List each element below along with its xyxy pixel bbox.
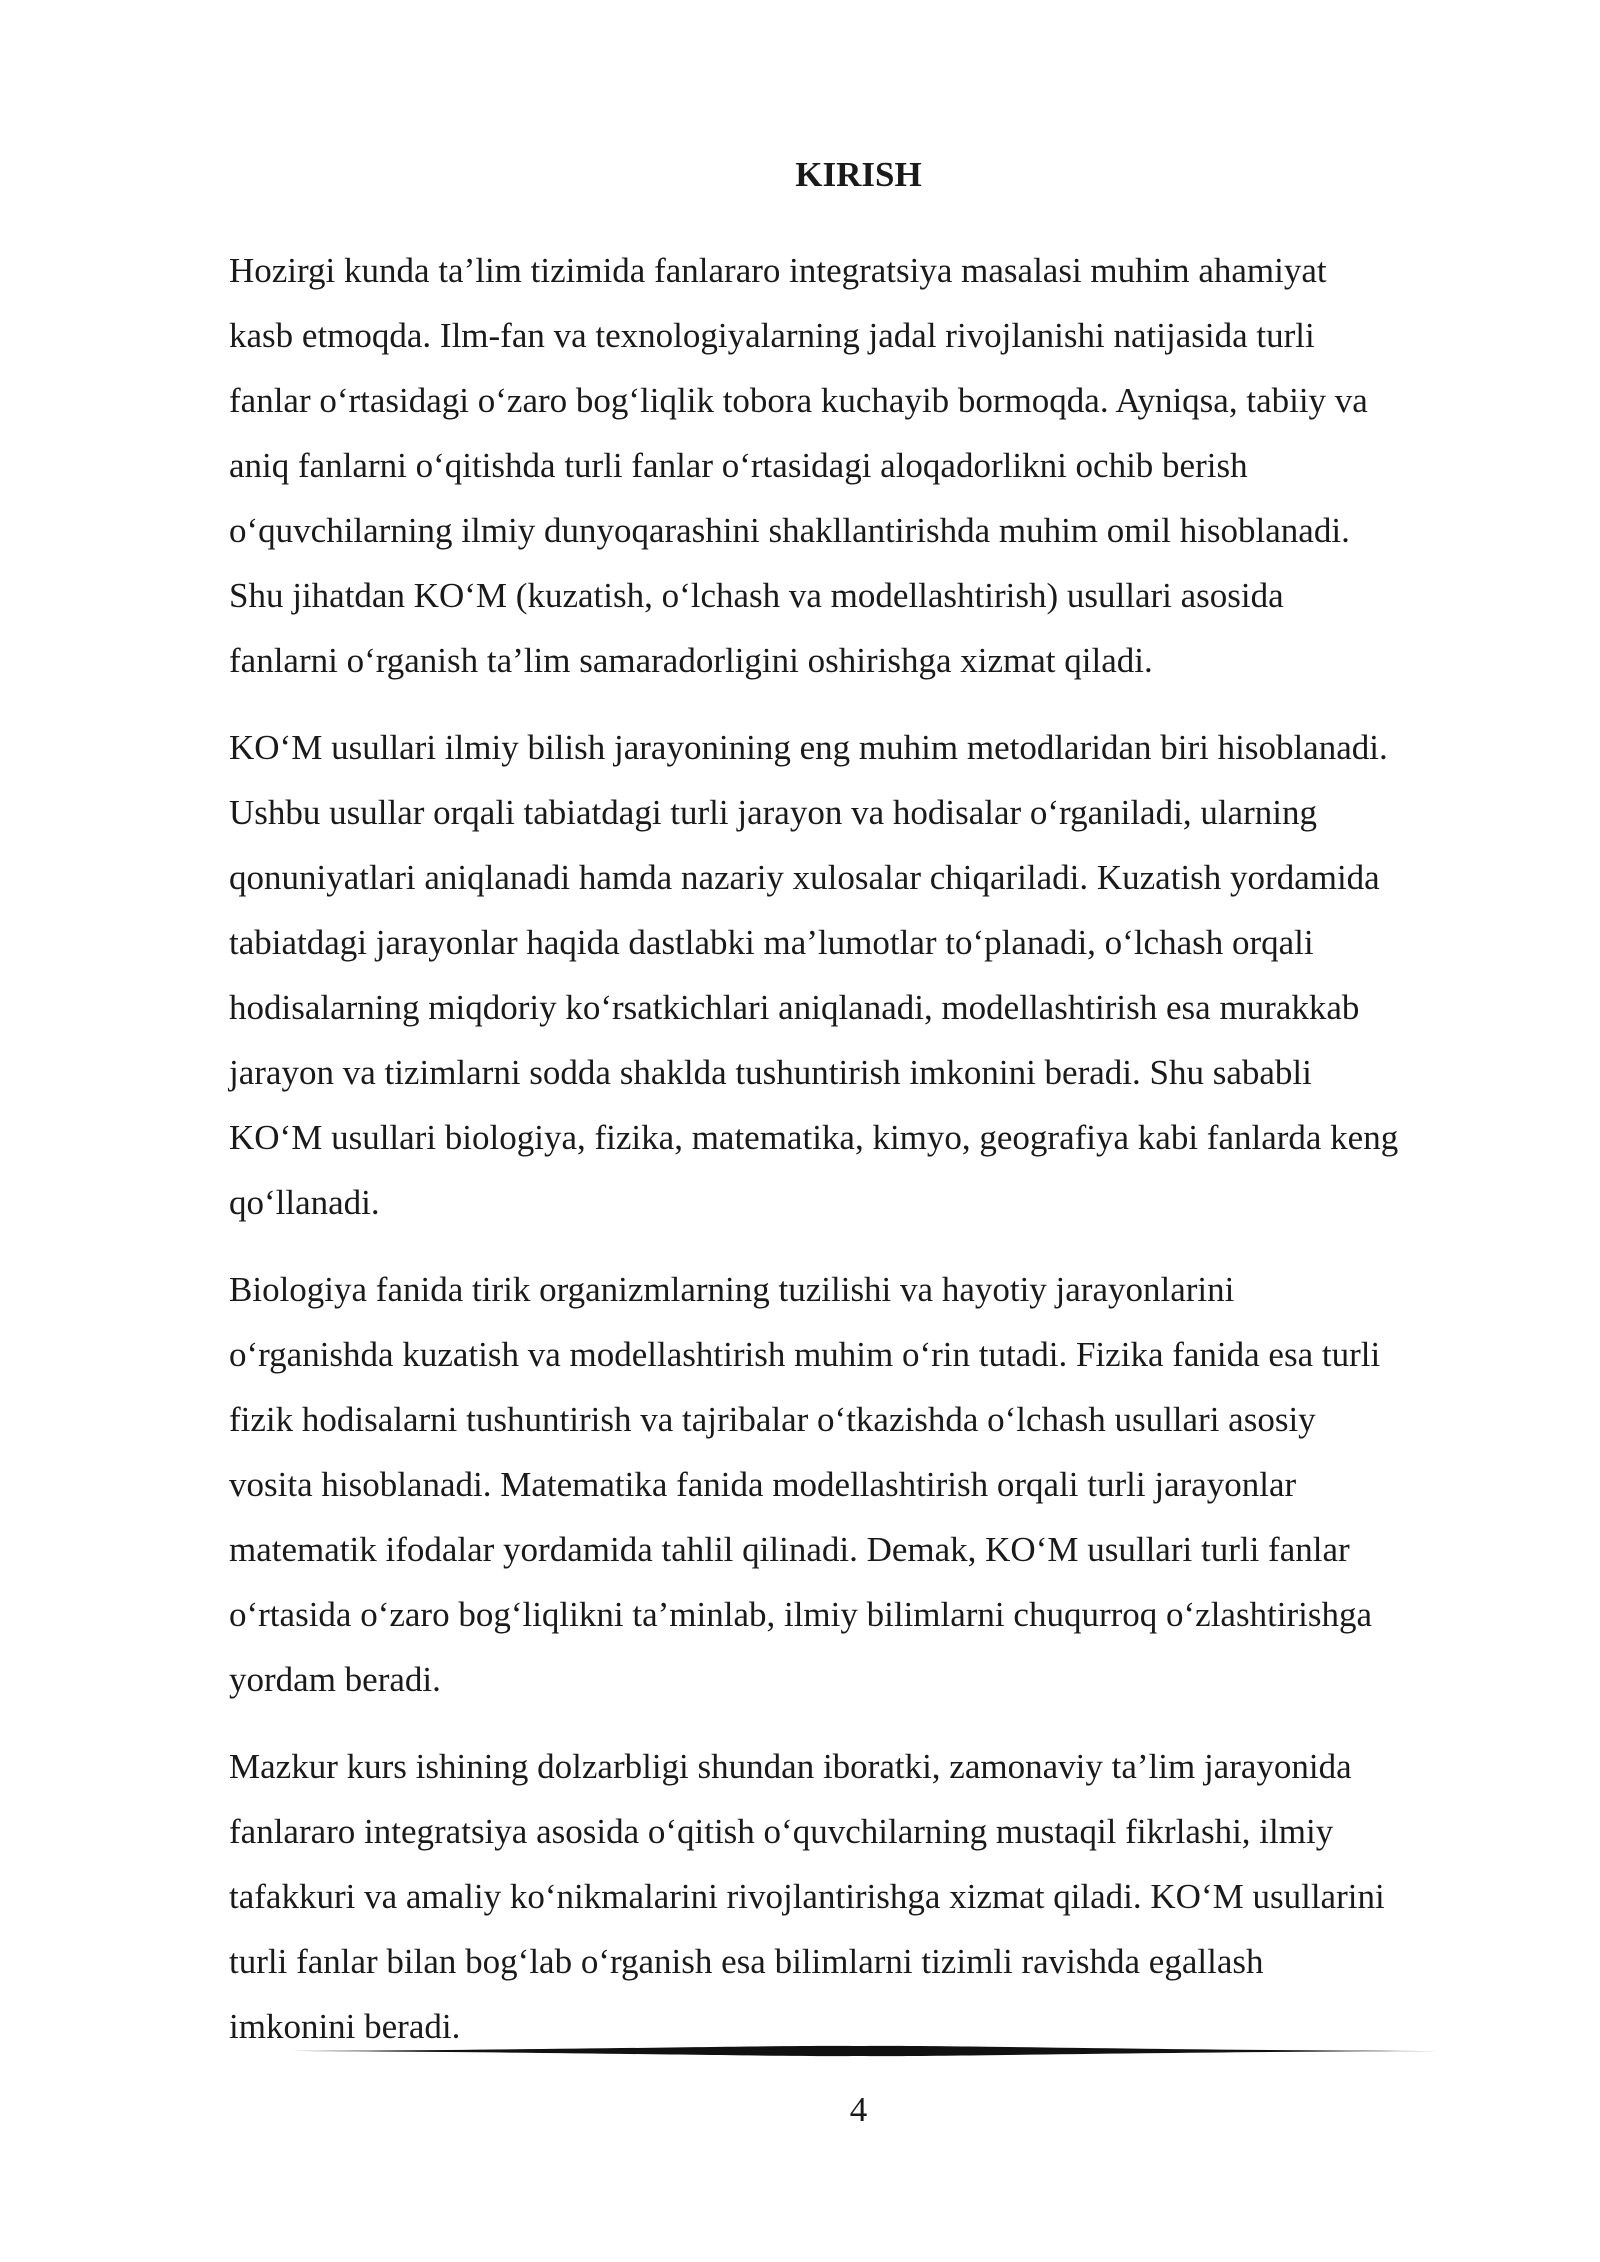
divider-stroke — [278, 2046, 1440, 2056]
page-number: 4 — [849, 2090, 868, 2129]
text-line: KO‘M usullari biologiya, fizika, matematika, kimyo, geografiya kabi fanlarda keng — [229, 1118, 1399, 1157]
text-line: hodisalarning miqdoriy ko‘rsatkichlari aniqlanadi, modellashtirish esa murakkab — [229, 988, 1360, 1027]
text-line: fanlarni o‘rganish ta’lim samaradorligini oshirishga xizmat qiladi. — [229, 641, 1153, 680]
text-line: o‘quvchilarning ilmiy dunyoqarashini shakllantirishda muhim omil hisoblanadi. — [229, 511, 1350, 550]
text-line: imkonini beradi. — [229, 2007, 461, 2046]
text-line: qonuniyatlari aniqlanadi hamda nazariy xulosalar chiqariladi. Kuzatish yordamida — [229, 858, 1380, 897]
text-line: vosita hisoblanadi. Matematika fanida modellashtirish orqali turli jarayonlar — [229, 1465, 1297, 1504]
text-line: Shu jihatdan KO‘M (kuzatish, o‘lchash va modellashtirish) usullari asosida — [229, 576, 1284, 615]
paragraph-1 — [229, 238, 1519, 693]
text-line: aniq fanlarni o‘qitishda turli fanlar o‘rtasidagi aloqadorlikni ochib berish — [229, 446, 1248, 485]
text-line: o‘rtasida o‘zaro bog‘liqlikni ta’minlab, ilmiy bilimlarni chuqurroq o‘zlashtirishga — [229, 1595, 1373, 1634]
body-text — [229, 238, 1519, 2081]
text-line: turli fanlar bilan bog‘lab o‘rganish esa bilimlarni tizimli ravishda egallash — [229, 1942, 1264, 1981]
text-line: tafakkuri va amaliy ko‘nikmalarini rivojlantirishga xizmat qiladi. KO‘M usullarini — [229, 1877, 1385, 1916]
text-line: fizik hodisalarni tushuntirish va tajribalar o‘tkazishda o‘lchash usullari asosiy — [229, 1400, 1316, 1439]
section-heading: KIRISH — [795, 155, 922, 194]
text-line: Biologiya fanida tirik organizmlarning tuzilishi va hayotiy jarayonlarini — [229, 1270, 1235, 1309]
footer-divider — [278, 2042, 1440, 2060]
text-line: yordam beradi. — [229, 1660, 441, 1699]
text-line: tabiatdagi jarayonlar haqida dastlabki ma’lumotlar to‘planadi, o‘lchash orqali — [229, 923, 1314, 962]
text-line: Ushbu usullar orqali tabiatdagi turli jarayon va hodisalar o‘rganiladi, ularning — [229, 793, 1317, 832]
text-line: KO‘M usullari ilmiy bilish jarayonining eng muhim metodlaridan biri hisoblanadi. — [229, 728, 1388, 767]
paragraph-4 — [229, 1734, 1519, 2059]
paragraph-2 — [229, 715, 1519, 1235]
text-line: Hozirgi kunda ta’lim tizimida fanlararo integratsiya masalasi muhim ahamiyat — [229, 251, 1327, 290]
text-line: qo‘llanadi. — [229, 1183, 380, 1222]
text-line: o‘rganishda kuzatish va modellashtirish muhim o‘rin tutadi. Fizika fanida esa turli — [229, 1335, 1381, 1374]
text-line: Mazkur kurs ishining dolzarbligi shundan iboratki, zamonaviy ta’lim jarayonida — [229, 1747, 1352, 1786]
text-line: jarayon va tizimlarni sodda shaklda tushuntirish imkonini beradi. Shu sababli — [229, 1053, 1312, 1092]
text-line: fanlararo integratsiya asosida o‘qitish o‘quvchilarning mustaqil fikrlashi, ilmiy — [229, 1812, 1334, 1851]
text-line: kasb etmoqda. Ilm-fan va texnologiyalarning jadal rivojlanishi natijasida turli — [229, 316, 1315, 355]
paragraph-3 — [229, 1257, 1519, 1712]
text-line: matematik ifodalar yordamida tahlil qilinadi. Demak, KO‘M usullari turli fanlar — [229, 1530, 1350, 1569]
text-line: fanlar o‘rtasidagi o‘zaro bog‘liqlik tobora kuchayib bormoqda. Ayniqsa, tabiiy va — [229, 381, 1368, 420]
